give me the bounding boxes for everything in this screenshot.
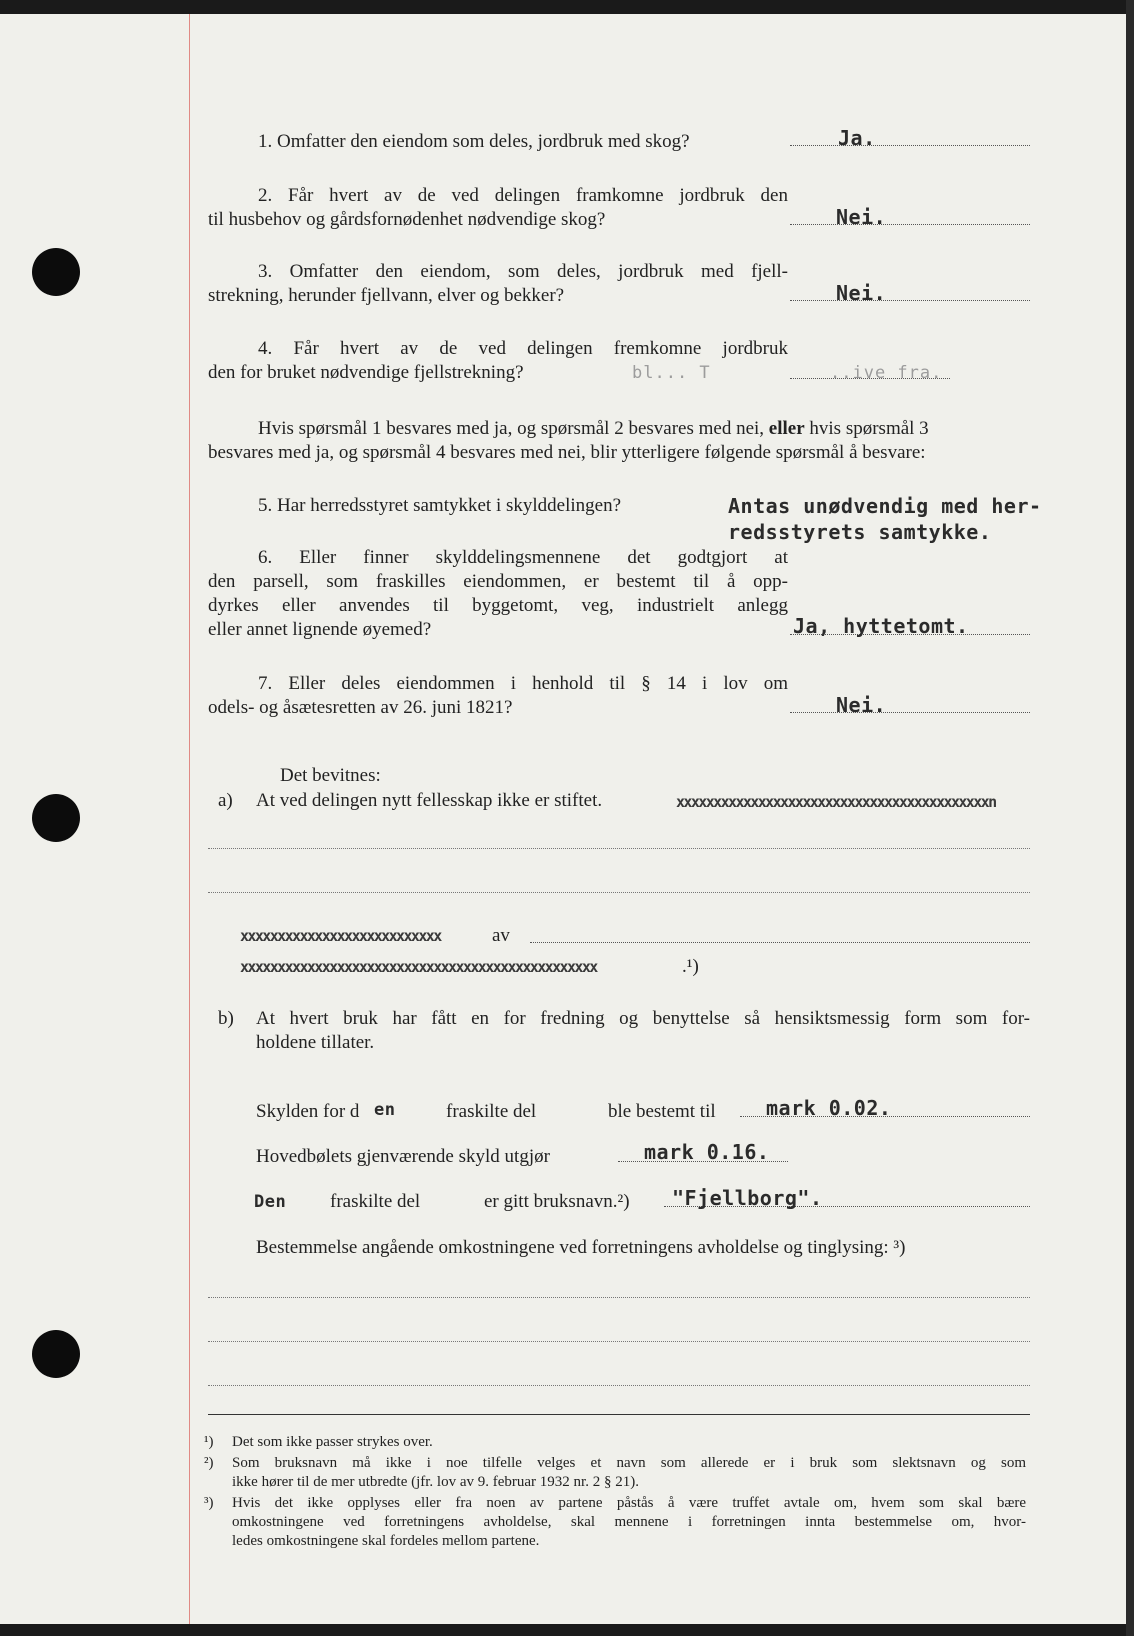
- footnote-3-line-2: omkostningene ved forretningens avholdelse, skal mennene i forretningen innta bestemmelse om, hvor-: [232, 1514, 1026, 1530]
- question-3-line-1: 3. Omfatter den eiendom, som deles, jordbruk med fjell-: [258, 261, 788, 282]
- answer-4-faded-right: ..ive fra.: [830, 363, 943, 383]
- cost-blank-line-1: [208, 1297, 1030, 1298]
- answer-line-7: [790, 712, 1030, 713]
- footnote-3-mark: ³): [204, 1495, 214, 1511]
- question-2-line-2: til husbehov og gårdsfornødenhet nødvendige skog?: [208, 209, 606, 230]
- attest-heading: Det bevitnes:: [280, 765, 381, 786]
- conditional-line-1: [258, 417, 929, 441]
- margin-line: [189, 14, 190, 1624]
- blank-line-1: [208, 848, 1030, 849]
- attest-a-text: At ved delingen nytt fellesskap ikke er stiftet.: [256, 790, 603, 811]
- scan-edge-right: [1126, 0, 1134, 1636]
- answer-line-2: [790, 224, 1030, 225]
- answer-1: Ja.: [838, 126, 876, 150]
- footnote-3-line-1: Hvis det ikke opplyses eller fra noen av partene påstås å være truffet avtale om, hvem som skal bære: [232, 1495, 1026, 1511]
- footnote-2-line-1: Som bruksnavn må ikke i noe tilfelle velges et navn som allerede er i bruk som slektsnavn og som: [232, 1455, 1026, 1471]
- skyld-typed-overwrite: en: [374, 1100, 396, 1120]
- question-1: 1. Omfatter den eiendom som deles, jordbruk med skog?: [258, 131, 690, 152]
- footnote-3-line-3: ledes omkostningene skal fordeles mellom partene.: [232, 1533, 540, 1549]
- conditional-text-before: Hvis spørsmål 1 besvares med ja, og spørsmål 2 besvares med nei,: [258, 418, 765, 439]
- question-6-line-4: eller annet lignende øyemed?: [208, 619, 432, 640]
- conditional-bold-word: eller: [768, 418, 805, 439]
- footnote-1: Det som ikke passer strykes over.: [232, 1434, 433, 1450]
- answer-4-faded-left: bl... T: [632, 363, 711, 383]
- answer-7: Nei.: [836, 693, 887, 717]
- conditional-text-after: hvis spørsmål 3: [809, 418, 929, 439]
- attest-a-struck-text: xxxxxxxxxxxxxxxxxxxxxxxxxxxxxxxxxxxxxxxxxxn: [676, 793, 996, 811]
- scan-edge-top: [0, 0, 1134, 14]
- answer-line-4: [790, 378, 950, 379]
- answer-5-line-1: Antas unødvendig med her-: [728, 494, 1042, 518]
- navn-value: "Fjellborg".: [672, 1186, 823, 1210]
- struck-line-2-suffix: av: [492, 925, 510, 946]
- footnote-2-mark: ²): [204, 1455, 214, 1471]
- answer-6: Ja, hyttetomt.: [793, 614, 969, 638]
- answer-5-line-2: redsstyrets samtykke.: [728, 520, 992, 544]
- struck-line-3-suffix: .¹): [682, 956, 699, 977]
- footnote-2-line-2: ikke hører til de mer utbredte (jfr. lov av 9. februar 1932 nr. 2 § 21).: [232, 1474, 639, 1490]
- cost-label: Bestemmelse angående omkostningene ved forretningens avholdelse og tinglysing: ³): [256, 1237, 906, 1258]
- attest-b-line-2: holdene tillater.: [256, 1032, 375, 1053]
- question-2-line-1: 2. Får hvert av de ved delingen framkomne jordbruk den: [258, 185, 788, 206]
- footnote-separator: [208, 1414, 1030, 1415]
- punch-hole-bottom: [32, 1330, 80, 1378]
- attest-b-line-1: At hvert bruk har fått en for fredning og benyttelse så hensiktsmessig form som for-: [256, 1008, 1030, 1029]
- question-5: 5. Har herredsstyret samtykket i skylddelingen?: [258, 495, 622, 516]
- navn-label-1: fraskilte del: [330, 1191, 421, 1212]
- scan-edge-bottom: [0, 1624, 1134, 1636]
- question-4-line-2: den for bruket nødvendige fjellstrekning?: [208, 362, 524, 383]
- hoved-value: mark 0.16.: [644, 1140, 770, 1164]
- attest-a-label: a): [218, 790, 233, 811]
- attest-b-label: b): [218, 1008, 234, 1029]
- question-7-line-1: 7. Eller deles eiendommen i henhold til § 14 i lov om: [258, 673, 788, 694]
- struck-line-3: xxxxxxxxxxxxxxxxxxxxxxxxxxxxxxxxxxxxxxxxxxxxxxxx: [240, 958, 597, 976]
- navn-typed-overwrite: Den: [254, 1192, 287, 1212]
- answer-line-1: [790, 145, 1030, 146]
- question-6-line-1: 6. Eller finner skylddelingsmennene det godtgjort at: [258, 547, 788, 568]
- answer-2: Nei.: [836, 205, 887, 229]
- punch-hole-middle: [32, 794, 80, 842]
- skyld-label-2: fraskilte del: [446, 1101, 537, 1122]
- punch-hole-top: [32, 248, 80, 296]
- conditional-line-2: besvares med ja, og spørsmål 4 besvares med nei, blir ytterligere følgende spørsmål å besvare:: [208, 442, 926, 463]
- struck-line-2-dots: [530, 942, 1030, 943]
- struck-line-2: xxxxxxxxxxxxxxxxxxxxxxxxxxx: [240, 927, 441, 945]
- question-3-line-2: strekning, herunder fjellvann, elver og bekker?: [208, 285, 565, 306]
- navn-label-2: er gitt bruksnavn.²): [484, 1191, 630, 1212]
- skyld-label-3: ble bestemt til: [608, 1101, 716, 1122]
- question-7-line-2: odels- og åsætesretten av 26. juni 1821?: [208, 697, 513, 718]
- question-6-line-3: dyrkes eller anvendes til byggetomt, veg, industrielt anlegg: [208, 595, 788, 616]
- cost-blank-line-2: [208, 1341, 1030, 1342]
- skyld-value: mark 0.02.: [766, 1096, 892, 1120]
- answer-line-3: [790, 300, 1030, 301]
- cost-blank-line-3: [208, 1385, 1030, 1386]
- question-6-line-2: den parsell, som fraskilles eiendommen, er bestemt til å opp-: [208, 571, 788, 592]
- footnote-1-mark: ¹): [204, 1434, 214, 1450]
- question-4-line-1: 4. Får hvert av de ved delingen fremkomne jordbruk: [258, 338, 788, 359]
- answer-3: Nei.: [836, 281, 887, 305]
- blank-line-2: [208, 892, 1030, 893]
- skyld-label-1: Skylden for d: [256, 1101, 360, 1122]
- hoved-label: Hovedbølets gjenværende skyld utgjør: [256, 1146, 550, 1167]
